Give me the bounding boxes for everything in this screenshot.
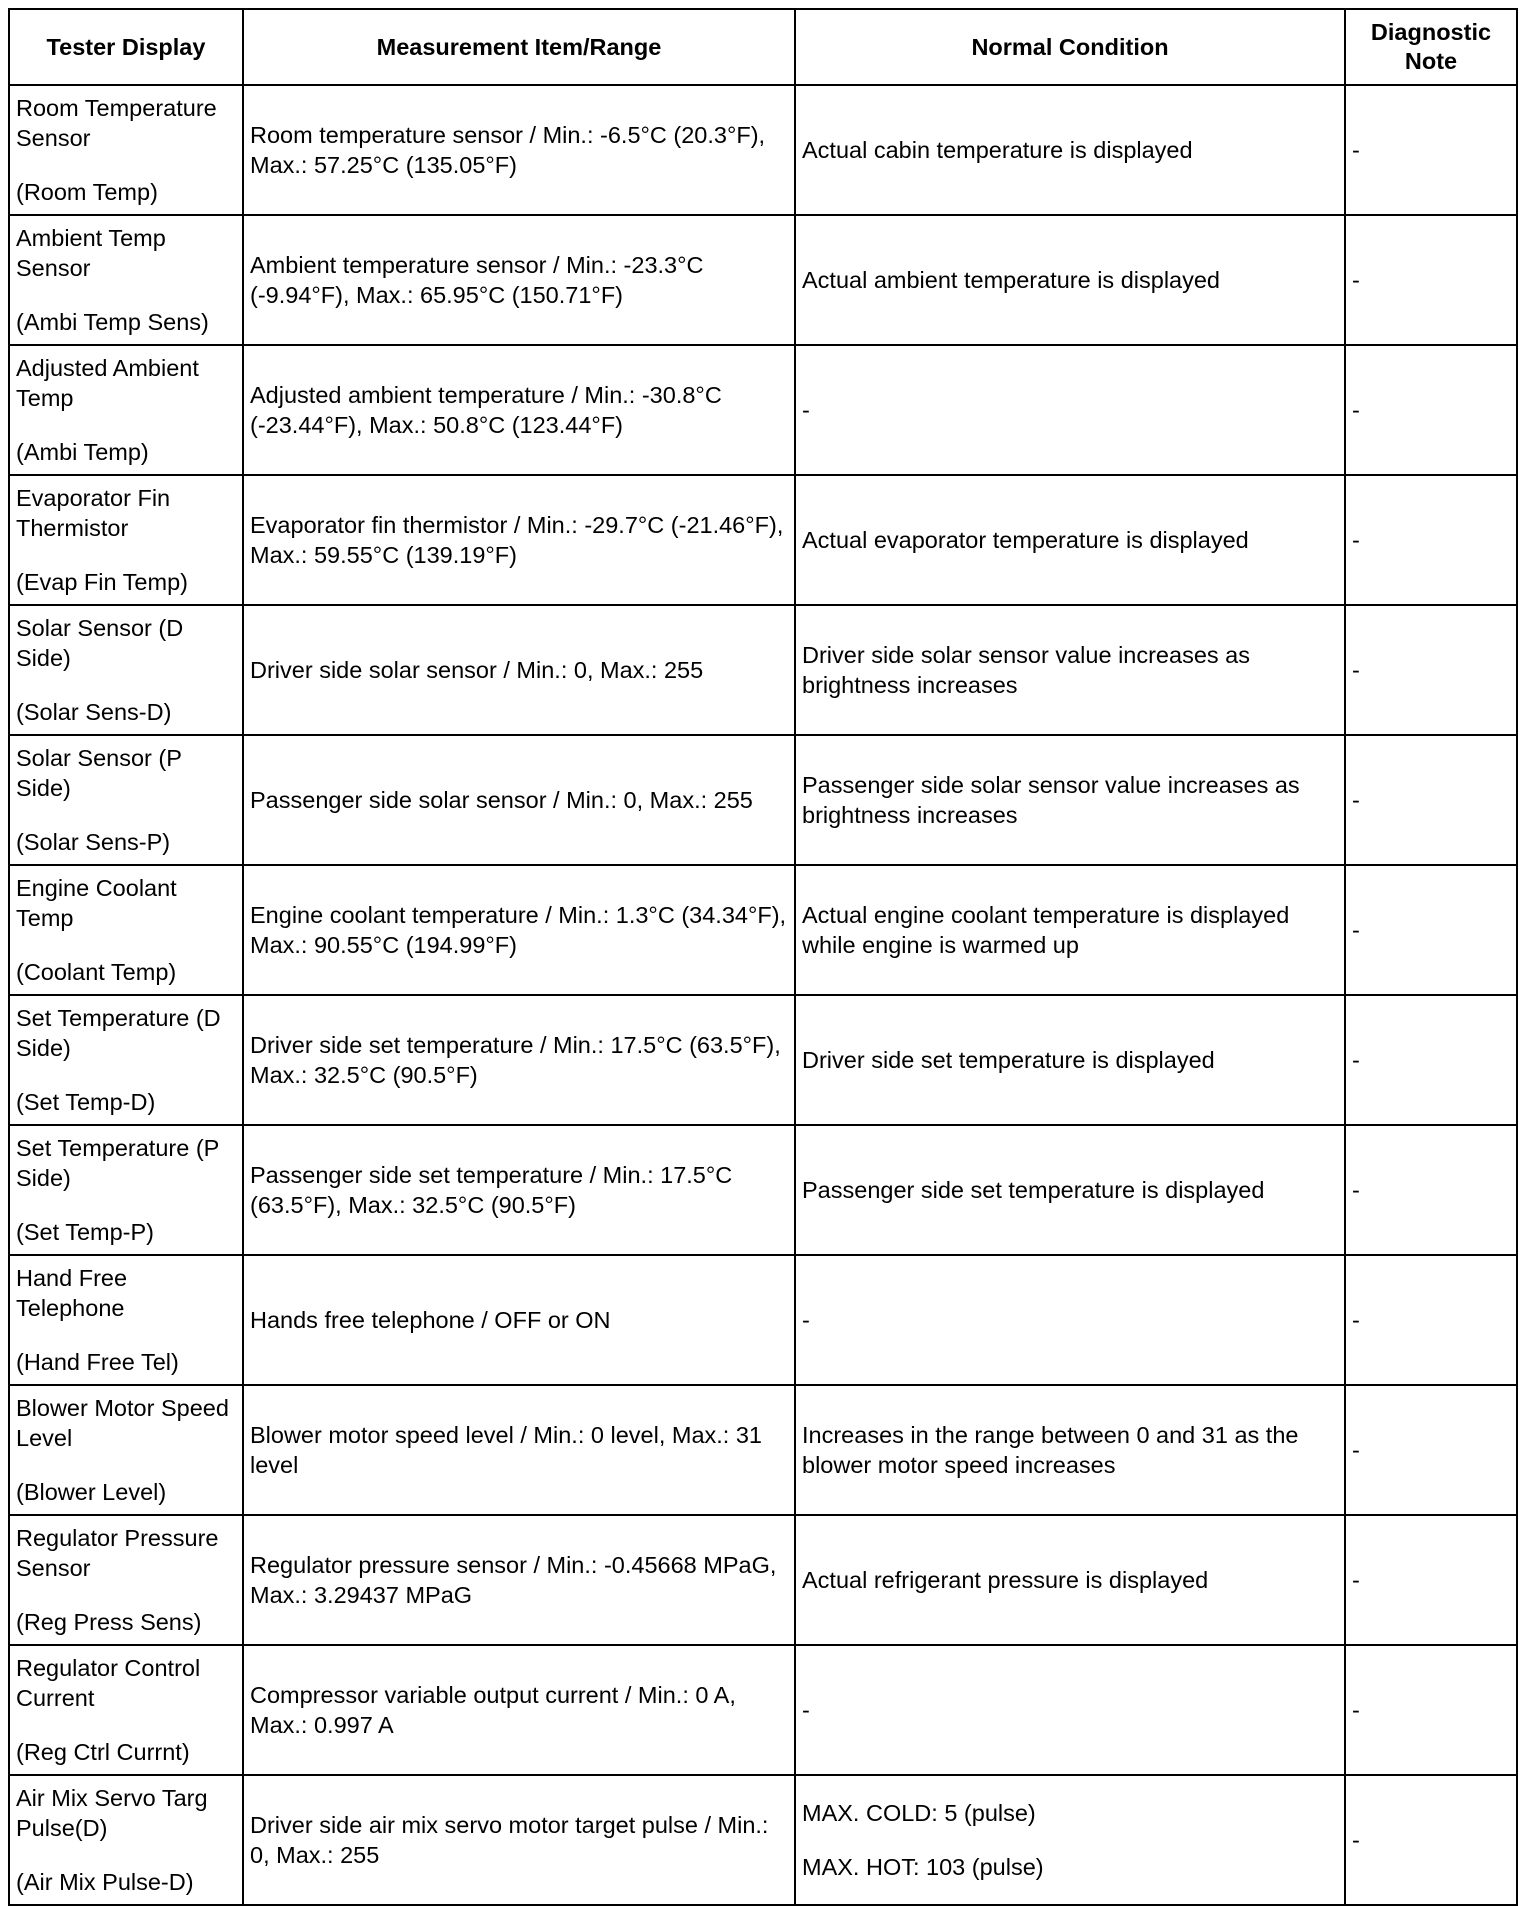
condition-cell: - — [795, 1645, 1345, 1775]
condition-cell: Actual ambient temperature is displayed — [795, 215, 1345, 345]
note-cell: - — [1345, 1645, 1517, 1775]
measurement-cell: Adjusted ambient temperature / Min.: -30.8°C (-23.44°F), Max.: 50.8°C (123.44°F) — [243, 345, 795, 475]
measurement-cell: Driver side set temperature / Min.: 17.5°C (63.5°F), Max.: 32.5°C (90.5°F) — [243, 995, 795, 1125]
measurement-cell: Hands free telephone / OFF or ON — [243, 1255, 795, 1385]
condition-cell: Actual cabin temperature is displayed — [795, 85, 1345, 215]
note-cell: - — [1345, 1385, 1517, 1515]
tester-abbr: (Solar Sens-D) — [16, 699, 172, 725]
tester-display-cell — [9, 85, 243, 215]
tester-display-cell — [9, 1775, 243, 1905]
measurement-cell: Blower motor speed level / Min.: 0 level, Max.: 31 level — [243, 1385, 795, 1515]
tester-display-cell — [9, 1255, 243, 1385]
table-row — [9, 345, 1517, 475]
tester-abbr: (Set Temp-P) — [16, 1219, 154, 1245]
diagnostic-table-container — [8, 8, 1518, 1906]
tester-name: Ambient Temp Sensor — [16, 225, 166, 281]
table-row — [9, 1255, 1517, 1385]
tester-display-cell — [9, 865, 243, 995]
note-cell: - — [1345, 85, 1517, 215]
condition-cell: Actual engine coolant temperature is displayed while engine is warmed up — [795, 865, 1345, 995]
tester-display-cell — [9, 995, 243, 1125]
note-cell: - — [1345, 1775, 1517, 1905]
note-cell: - — [1345, 475, 1517, 605]
note-cell: - — [1345, 735, 1517, 865]
tester-name: Regulator Control Current — [16, 1655, 201, 1711]
tester-display-cell — [9, 1385, 243, 1515]
condition-line: MAX. HOT: 103 (pulse) — [802, 1854, 1044, 1880]
note-cell: - — [1345, 865, 1517, 995]
tester-display-cell — [9, 345, 243, 475]
tester-abbr: (Set Temp-D) — [16, 1089, 156, 1115]
header-diagnostic-note — [1345, 9, 1517, 85]
tester-abbr: (Ambi Temp) — [16, 439, 149, 465]
tester-abbr: (Air Mix Pulse-D) — [16, 1869, 194, 1895]
tester-name: Solar Sensor (P Side) — [16, 745, 182, 801]
measurement-cell: Evaporator fin thermistor / Min.: -29.7°C (-21.46°F), Max.: 59.55°C (139.19°F) — [243, 475, 795, 605]
table-row — [9, 1125, 1517, 1255]
tester-abbr: (Coolant Temp) — [16, 959, 177, 985]
tester-name: Engine Coolant Temp — [16, 875, 177, 931]
condition-cell: - — [795, 1255, 1345, 1385]
tester-abbr: (Reg Ctrl Currnt) — [16, 1739, 190, 1765]
table-row — [9, 1775, 1517, 1905]
table-row — [9, 1645, 1517, 1775]
tester-name: Set Temperature (P Side) — [16, 1135, 219, 1191]
measurement-cell: Engine coolant temperature / Min.: 1.3°C (34.34°F), Max.: 90.55°C (194.99°F) — [243, 865, 795, 995]
header-measurement-item: Measurement Item/Range — [243, 9, 795, 85]
condition-cell: - — [795, 345, 1345, 475]
table-row — [9, 865, 1517, 995]
table-row — [9, 1515, 1517, 1645]
header-note-line2: Note — [1404, 48, 1458, 74]
tester-name: Blower Motor Speed Level — [16, 1395, 229, 1451]
condition-cell: Passenger side solar sensor value increases as brightness increases — [795, 735, 1345, 865]
measurement-cell: Room temperature sensor / Min.: -6.5°C (20.3°F), Max.: 57.25°C (135.05°F) — [243, 85, 795, 215]
condition-cell: Driver side set temperature is displayed — [795, 995, 1345, 1125]
tester-name: Evaporator Fin Thermistor — [16, 485, 171, 541]
note-cell: - — [1345, 345, 1517, 475]
condition-cell: Actual evaporator temperature is displayed — [795, 475, 1345, 605]
tester-name: Regulator Pressure Sensor — [16, 1525, 219, 1581]
table-row — [9, 475, 1517, 605]
tester-name: Solar Sensor (D Side) — [16, 615, 184, 671]
measurement-cell: Driver side air mix servo motor target pulse / Min.: 0, Max.: 255 — [243, 1775, 795, 1905]
condition-cell: Increases in the range between 0 and 31 as the blower motor speed increases — [795, 1385, 1345, 1515]
data-list-table — [8, 8, 1518, 1906]
tester-abbr: (Room Temp) — [16, 179, 158, 205]
note-cell: - — [1345, 1255, 1517, 1385]
table-row — [9, 605, 1517, 735]
measurement-cell: Passenger side set temperature / Min.: 17.5°C (63.5°F), Max.: 32.5°C (90.5°F) — [243, 1125, 795, 1255]
note-cell: - — [1345, 1125, 1517, 1255]
condition-cell: Driver side solar sensor value increases as brightness increases — [795, 605, 1345, 735]
note-cell: - — [1345, 605, 1517, 735]
measurement-cell: Driver side solar sensor / Min.: 0, Max.: 255 — [243, 605, 795, 735]
tester-abbr: (Hand Free Tel) — [16, 1349, 179, 1375]
tester-name: Set Temperature (D Side) — [16, 1005, 221, 1061]
table-row — [9, 1385, 1517, 1515]
tester-name: Room Temperature Sensor — [16, 95, 217, 151]
measurement-cell: Ambient temperature sensor / Min.: -23.3°C (-9.94°F), Max.: 65.95°C (150.71°F) — [243, 215, 795, 345]
header-row — [9, 9, 1517, 85]
tester-abbr: (Ambi Temp Sens) — [16, 309, 209, 335]
tester-name: Adjusted Ambient Temp — [16, 355, 199, 411]
tester-display-cell — [9, 1125, 243, 1255]
tester-display-cell — [9, 215, 243, 345]
condition-cell: Actual refrigerant pressure is displayed — [795, 1515, 1345, 1645]
tester-abbr: (Reg Press Sens) — [16, 1609, 202, 1635]
measurement-cell: Compressor variable output current / Min.: 0 A, Max.: 0.997 A — [243, 1645, 795, 1775]
note-cell: - — [1345, 215, 1517, 345]
measurement-cell: Regulator pressure sensor / Min.: -0.45668 MPaG, Max.: 3.29437 MPaG — [243, 1515, 795, 1645]
header-normal-condition: Normal Condition — [795, 9, 1345, 85]
tester-abbr: (Evap Fin Temp) — [16, 569, 188, 595]
tester-display-cell — [9, 1645, 243, 1775]
tester-display-cell — [9, 475, 243, 605]
condition-cell — [795, 1775, 1345, 1905]
note-cell: - — [1345, 995, 1517, 1125]
condition-line: MAX. COLD: 5 (pulse) — [802, 1800, 1036, 1826]
note-cell: - — [1345, 1515, 1517, 1645]
tester-abbr: (Blower Level) — [16, 1479, 167, 1505]
header-tester-display: Tester Display — [9, 9, 243, 85]
tester-display-cell — [9, 605, 243, 735]
tester-abbr: (Solar Sens-P) — [16, 829, 171, 855]
tester-display-cell — [9, 1515, 243, 1645]
tester-name: Air Mix Servo Targ Pulse(D) — [16, 1785, 208, 1841]
table-row — [9, 735, 1517, 865]
condition-cell: Passenger side set temperature is displayed — [795, 1125, 1345, 1255]
measurement-cell: Passenger side solar sensor / Min.: 0, Max.: 255 — [243, 735, 795, 865]
header-note-line1: Diagnostic — [1370, 19, 1492, 45]
tester-display-cell — [9, 735, 243, 865]
table-row — [9, 995, 1517, 1125]
table-row — [9, 215, 1517, 345]
table-row — [9, 85, 1517, 215]
tester-name: Hand Free Telephone — [16, 1265, 128, 1321]
